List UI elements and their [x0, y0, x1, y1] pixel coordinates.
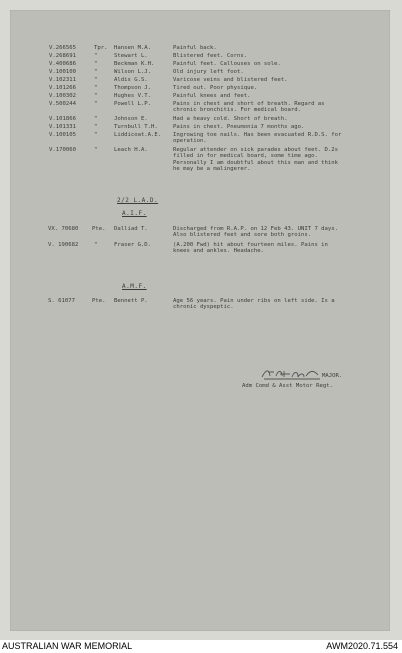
- row-number: V.100105: [49, 132, 76, 138]
- row-number: V.100302: [49, 93, 76, 99]
- row-rank: ": [94, 116, 98, 122]
- row-description: Age 56 years. Pain under ribs on left side. Is a chronic dyspeptic.: [173, 298, 335, 311]
- row-name: Wilson L.J.: [114, 69, 152, 75]
- row-description: Painful feet. Callouses on sole.: [173, 61, 281, 67]
- footer-bar: [0, 640, 402, 653]
- signature-title: Adm Comd & Asst Motor Regt.: [242, 383, 333, 389]
- footer-institution: AUSTRALIAN WAR MEMORIAL: [2, 641, 133, 651]
- row-rank: ": [94, 85, 98, 91]
- row-description: Regular attender on sick parades about feet. D.2s filled in for medical board, some time ago. Personally I am doubtful about this man and think he may be a malingerer.: [173, 147, 339, 173]
- row-description: Tired out. Poor physique.: [173, 85, 258, 91]
- row-name: Hughes V.T.: [114, 93, 152, 99]
- row-rank: ": [94, 53, 98, 59]
- row-number: V.101266: [49, 85, 76, 91]
- section-subheading: A.M.F.: [122, 283, 147, 290]
- section-heading: 2/2 L.A.D.: [117, 197, 159, 204]
- document-sheet: [10, 10, 390, 631]
- row-rank: ": [94, 132, 98, 138]
- row-number: V.102311: [49, 77, 76, 83]
- row-description: Varicose veins and blistered feet.: [173, 77, 288, 83]
- row-number: V. 190682: [48, 242, 79, 248]
- row-description: Discharged from R.A.P. on 12 Feb 43. UNIT 7 days. Also blistered feet and sore both groins.: [173, 226, 339, 239]
- row-name: Beckman K.H.: [114, 61, 155, 67]
- row-name: Turnbull T.H.: [114, 124, 158, 130]
- row-name: Liddicoat.A.E.: [114, 132, 162, 138]
- row-description: Blistered feet. Corns.: [173, 53, 248, 59]
- footer-catalogue-id: AWM2020.71.554: [326, 641, 398, 651]
- row-rank: Pte.: [92, 298, 106, 304]
- row-rank: ": [94, 61, 98, 67]
- row-description: Ingrowing toe nails. Has been evacuated R.D.S. for operation.: [173, 132, 342, 145]
- row-rank: ": [94, 242, 98, 248]
- row-number: S. 61077: [48, 298, 75, 304]
- row-description: (A.200 Fwd) hit about fourteen miles. Pains in knees and ankles. Headache.: [173, 242, 328, 255]
- row-rank: ": [94, 147, 98, 153]
- handwritten-signature-icon: [260, 367, 322, 381]
- row-number: V.268691: [49, 53, 76, 59]
- row-rank: Pte.: [92, 226, 106, 232]
- row-description: Painful knees and feet.: [173, 93, 251, 99]
- row-name: Johnson E.: [114, 116, 148, 122]
- row-rank: ": [94, 77, 98, 83]
- row-rank: ": [94, 101, 98, 107]
- row-description: Pains in chest and short of breath. Regard as chronic bronchitis. For medical board.: [173, 101, 325, 114]
- row-name: Leach H.A.: [114, 147, 148, 153]
- row-description: Painful back.: [173, 45, 217, 51]
- row-name: Bennett P.: [114, 298, 148, 304]
- row-number: V.500244: [49, 101, 76, 107]
- row-rank: Tpr.: [94, 45, 108, 51]
- row-description: Had a heavy cold. Short of breath.: [173, 116, 288, 122]
- row-description: Old injury left foot.: [173, 69, 244, 75]
- row-number: V.170060: [49, 147, 76, 153]
- row-rank: ": [94, 93, 98, 99]
- row-number: V.400686: [49, 61, 76, 67]
- row-number: V.101331: [49, 124, 76, 130]
- row-name: Fraser G.D.: [114, 242, 152, 248]
- section-subheading: A.I.F.: [122, 210, 147, 217]
- row-rank: ": [94, 69, 98, 75]
- row-name: Powell L.P.: [114, 101, 152, 107]
- row-description: Pains in chest. Pneumonia 7 months ago.: [173, 124, 305, 130]
- row-number: V.266565: [49, 45, 76, 51]
- row-name: Stewart L.: [114, 53, 148, 59]
- signature-block: [240, 365, 380, 395]
- row-number: VX. 70680: [48, 226, 79, 232]
- row-rank: ": [94, 124, 98, 130]
- row-name: Dalliad T.: [114, 226, 148, 232]
- row-name: Aldis G.S.: [114, 77, 148, 83]
- signature-rank: MAJOR.: [322, 373, 343, 379]
- row-number: V.101866: [49, 116, 76, 122]
- row-number: V.100100: [49, 69, 76, 75]
- row-name: Hansen M.A.: [114, 45, 152, 51]
- row-name: Thompson J.: [114, 85, 152, 91]
